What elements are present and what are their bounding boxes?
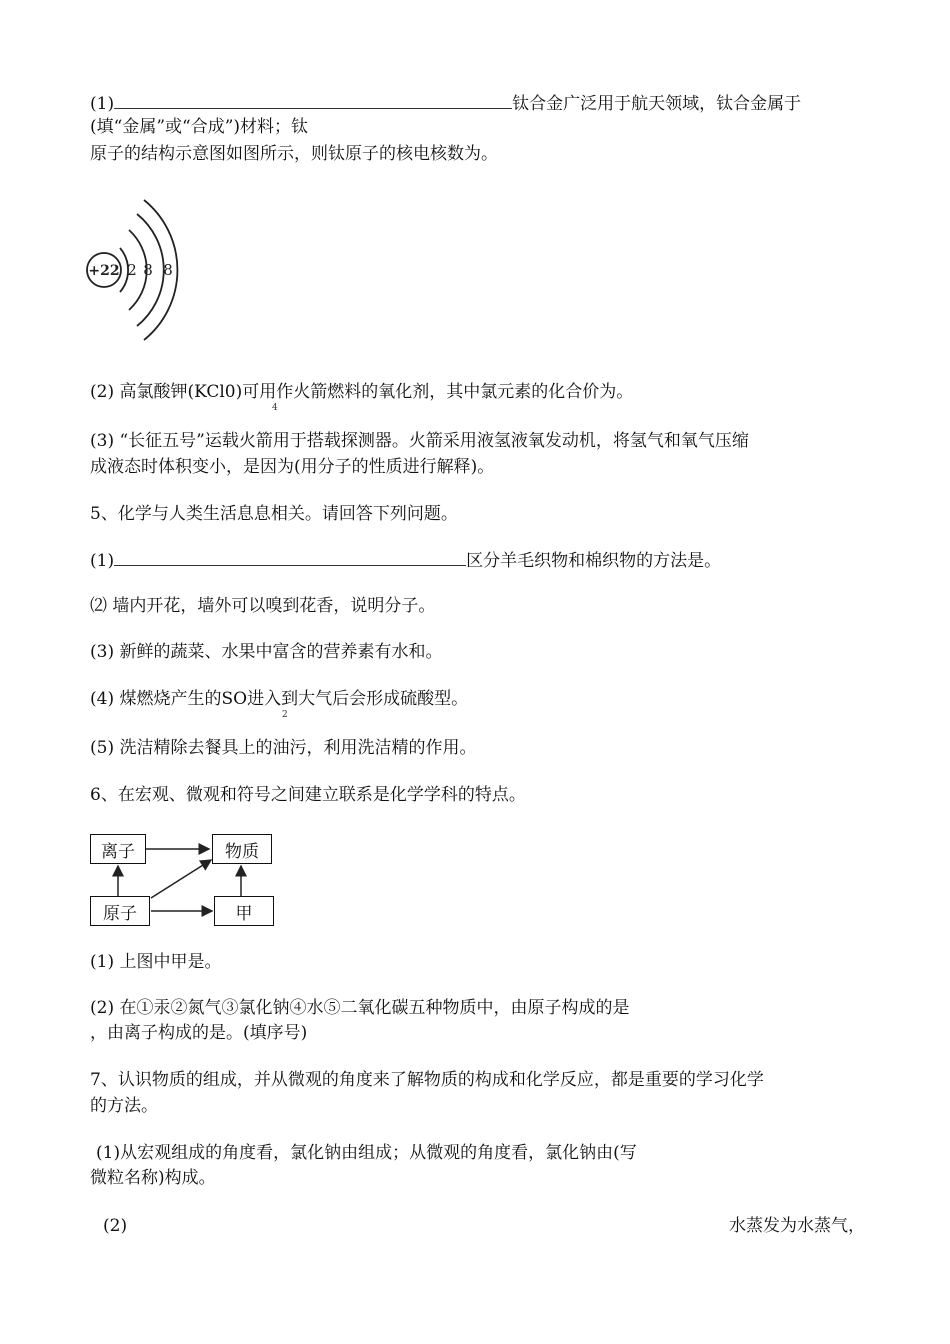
nucleus-charge-label: +22 [88,263,120,279]
q4-part1-blank[interactable] [114,92,512,109]
q7-part2-number: (2) [103,1216,128,1236]
diagram-box-atom: 原子 [90,896,150,926]
q4-part1-text: 钛合金广泛用于航天领域，钛合金属于 [512,94,802,114]
q6-part2-line2: ，由离子构成的是。(填序号) [90,1023,308,1043]
q5-title: 5、化学与人类生活息息相关。请回答下列问题。 [90,504,458,524]
q6-part2-line1: (2) 在①汞②氮气③氯化钠④水⑤二氧化碳五种物质中，由原子构成的是 [90,998,630,1018]
q5-part1-number: (1) [90,551,115,571]
q7-title-line1: 7、认识物质的组成，并从微观的角度来了解物质的构成和化学反应，都是重要的学习化学 [90,1070,764,1090]
q4-part2-subscript: 4 [272,403,278,413]
q4-part1-line3: 原子的结构示意图如图所示，则钛原子的核电核数为。 [90,144,498,164]
q5-part1 [90,549,721,572]
q5-part3: (3) 新鲜的蔬菜、水果中富含的营养素有水和。 [90,642,443,662]
diagram-box-ion: 离子 [90,834,146,864]
q7-title-line2: 的方法。 [90,1096,158,1116]
q7-part1-line2: 微粒名称)构成。 [90,1168,216,1188]
q5-part4: (4) 煤燃烧产生的SO进入到大气后会形成硫酸型。 [90,689,469,709]
shell-1-electrons: 2 [127,261,137,279]
q5-part2: ⑵ 墙内开花，墙外可以嗅到花香，说明分子。 [90,596,436,616]
q5-part4-subscript: 2 [282,710,288,720]
shell-3-electrons: 8 [163,261,173,279]
q4-part1-line1 [90,92,801,115]
q5-part1-blank[interactable] [114,549,466,566]
q4-part1-line2: (填“金属”或“合成”)材料；钛 [90,117,309,137]
q7-part2-tail: 水蒸发为水蒸气， [729,1216,865,1236]
q6-part1: (1) 上图中甲是。 [90,952,222,972]
q5-part1-text: 区分羊毛织物和棉织物的方法是。 [466,551,722,571]
q4-part1-number: (1) [90,94,115,114]
q7-part1-line1: (1)从宏观组成的角度看，氯化钠由组成；从微观的角度看，氯化钠由(写 [96,1143,637,1163]
titanium-atom-structure-diagram [82,192,192,352]
shell-2-electrons: 8 [143,261,153,279]
q4-part3-line1: (3) “长征五号”运载火箭用于搭载探测器。火箭采用液氢液氧发动机，将氢气和氧气压缩 [90,431,749,451]
diagram-box-substance: 物质 [212,834,272,864]
q6-title: 6、在宏观、微观和符号之间建立联系是化学学科的特点。 [90,785,526,805]
arrow-atom-to-substance [151,860,211,898]
q5-part5: (5) 洗洁精除去餐具上的油污，利用洗洁精的作用。 [90,738,477,758]
diagram-box-jia: 甲 [214,896,274,926]
q4-part3-line2: 成液态时体积变小，是因为(用分子的性质进行解释)。 [90,457,495,477]
q4-part2: (2) 高氯酸钾(KCl0)可用作火箭燃料的氧化剂，其中氯元素的化合价为。 [90,382,634,402]
